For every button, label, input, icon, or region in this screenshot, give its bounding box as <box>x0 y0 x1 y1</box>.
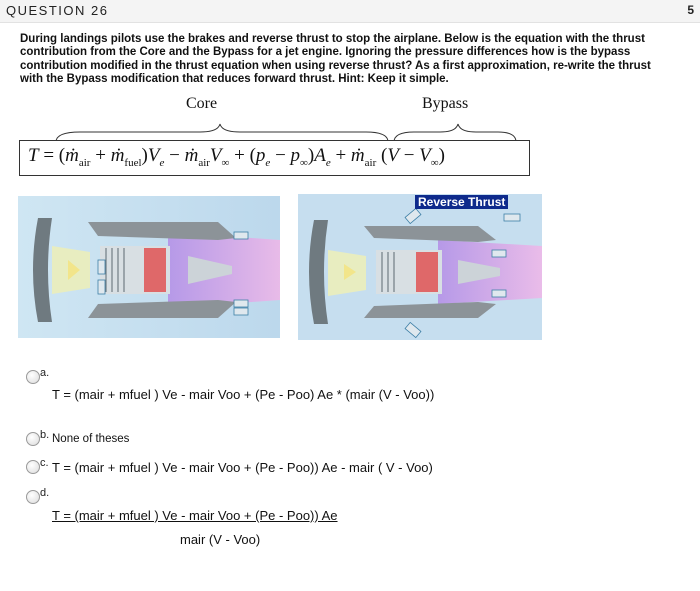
option-a-text: T = (mair + mfuel ) Ve - mair Voo + (Pe - Poo) Ae * (mair (V - Voo)) <box>52 387 435 402</box>
core-label: Core <box>186 95 218 112</box>
equation-text: T = (ṁ$_{air}$ + $ṁ_{fuel})V_e$ − $ṁ_{air}V_\infty + (p_e - p_\infty)A_e$ + ṁ$_{air}$ $(V - V_\infty)$ <box>28 145 445 169</box>
thrust-equation <box>19 140 530 176</box>
option-b-radio[interactable] <box>26 432 40 446</box>
option-d-letter: d. <box>40 487 50 499</box>
option-d-radio[interactable] <box>26 490 40 504</box>
option-a-radio[interactable] <box>26 370 40 384</box>
option-c-radio[interactable] <box>26 460 40 474</box>
option-c-text: T = (mair + mfuel ) Ve - mair Voo + (Pe - Poo)) Ae - mair ( V - Voo) <box>52 460 433 475</box>
question-points: 5 <box>687 3 694 17</box>
option-c-letter: c. <box>40 457 49 469</box>
bypass-label: Bypass <box>422 95 469 112</box>
reverse-thrust-label: Reverse Thrust <box>415 195 508 209</box>
option-b-letter: b. <box>40 429 50 441</box>
option-b-text: None of theses <box>52 433 130 445</box>
question-text: During landings pilots use the brakes and reverse thrust to stop the airplane. Below is the equation with the thrust contribution from the Core and the Bypass for a jet engine. Ignoring the pressure differences how is the bypass contribution modified in the thrust equation when using reverse thrust? As a first approximation, re-write the thrust with the Bypass modification that reduces forward thrust. Hint: Keep it simple. <box>20 33 651 86</box>
engine-reverse-thrust-diagram <box>298 194 542 340</box>
option-d-numerator: T = (mair + mfuel ) Ve - mair Voo + (Pe - Poo)) Ae <box>52 508 338 523</box>
option-d-denominator: mair (V - Voo) <box>180 532 261 547</box>
engine-forward-thrust-diagram <box>18 196 280 338</box>
question-title: QUESTION 26 <box>6 3 109 18</box>
option-a-letter: a. <box>40 367 50 379</box>
